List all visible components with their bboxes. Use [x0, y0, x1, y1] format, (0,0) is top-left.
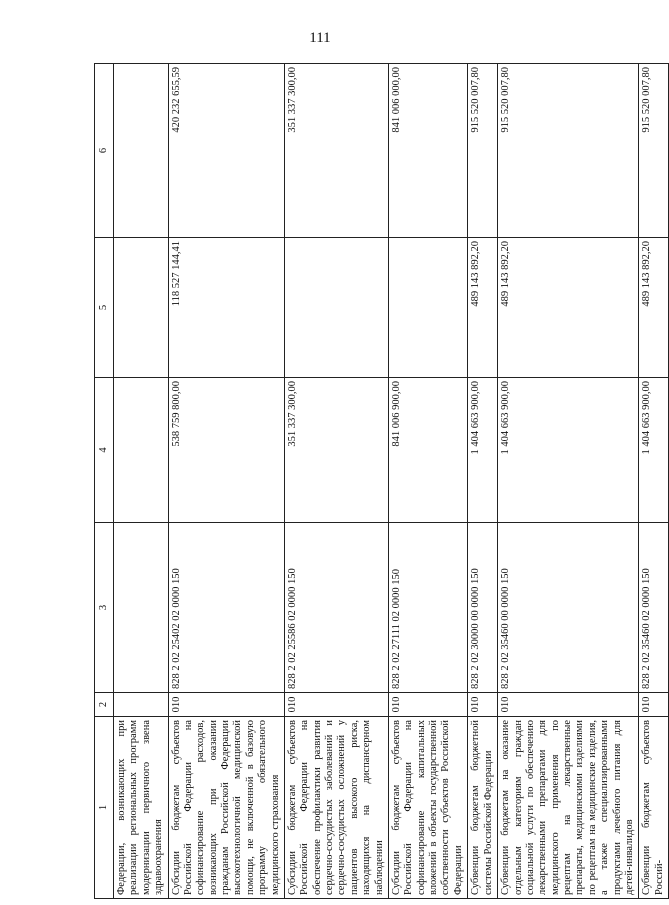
header-cell: 2: [95, 693, 114, 717]
row-executed: [114, 238, 169, 378]
row-remaining: 915 520 007,80: [468, 64, 498, 238]
row-executed: 489 143 892,20: [639, 238, 669, 378]
row-code: 010: [468, 693, 498, 717]
row-kbk: 828 2 02 25586 02 0000 150: [284, 523, 388, 693]
header-cell: 6: [95, 64, 114, 238]
row-kbk: 828 2 02 35460 02 0000 150: [639, 523, 669, 693]
row-description: Субвенции бюджетам субъектов Россий-: [639, 717, 669, 899]
table-row: [114, 64, 169, 899]
row-description: Субсидии бюджетам субъектов Российской Федерации на обеспечение профилактики развития сердечно-сосудистых заболеваний и сердечно-сосудистых осложнений у пациентов высокого риска, находящихся на диспансерном наблюдении: [284, 717, 388, 899]
row-remaining: 351 337 300,00: [284, 64, 388, 238]
row-code: 010: [498, 693, 639, 717]
row-executed: 489 143 892,20: [498, 238, 639, 378]
row-description: Субвенции бюджетам бюджетной системы Российской Федерации: [468, 717, 498, 899]
row-kbk: 828 2 02 30000 00 0000 150: [468, 523, 498, 693]
row-executed: [284, 238, 388, 378]
row-code: 010: [388, 693, 467, 717]
row-kbk: 828 2 02 27111 02 0000 150: [388, 523, 467, 693]
rotated-table-container: [94, 64, 665, 899]
row-code: [114, 693, 169, 717]
budget-table: [94, 63, 669, 899]
row-kbk: [114, 523, 169, 693]
row-kbk: 828 2 02 25402 02 0000 150: [168, 523, 284, 693]
row-remaining: 841 006 000,00: [388, 64, 467, 238]
row-executed: 489 143 892,20: [468, 238, 498, 378]
table-row: [284, 64, 388, 899]
header-cell: 4: [95, 378, 114, 523]
row-remaining: [114, 64, 169, 238]
row-code: 010: [284, 693, 388, 717]
table-row: [498, 64, 639, 899]
row-description: Субсидии бюджетам субъектов Российской Федерации на софинансирование капитальных вложений в объекты государственной собственности субъектов Российской Федерации: [388, 717, 467, 899]
row-plan: 1 404 663 900,00: [468, 378, 498, 523]
header-cell: 3: [95, 523, 114, 693]
table-row: [639, 64, 669, 899]
row-description: Федерации, возникающих при реализации региональных программ модернизации первичного звена здравоохранения: [114, 717, 169, 899]
row-executed: 118 527 144,41: [168, 238, 284, 378]
row-plan: 1 404 663 900,00: [498, 378, 639, 523]
row-plan: 841 006 900,00: [388, 378, 467, 523]
page-number: 111: [309, 30, 331, 46]
row-plan: 1 404 663 900,00: [639, 378, 669, 523]
header-cell: 1: [95, 717, 114, 899]
row-remaining: 420 232 655,59: [168, 64, 284, 238]
row-code: 010: [639, 693, 669, 717]
row-description: Субвенции бюджетам на оказание отдельным категориям граждан социальной услуги по обеспечению лекарственными препаратами для медицинского применения по рецептам на лекарственные препараты, медицинскими изделиями по рецептам на медицинские изделия, а также специализированными продуктами лечебного питания для детей-инвалидов: [498, 717, 639, 899]
row-executed: [388, 238, 467, 378]
table-row: [468, 64, 498, 899]
row-kbk: 828 2 02 35460 00 0000 150: [498, 523, 639, 693]
table-row: [388, 64, 467, 899]
row-remaining: 915 520 007,80: [639, 64, 669, 238]
row-code: 010: [168, 693, 284, 717]
header-cell: 5: [95, 238, 114, 378]
row-plan: 351 337 300,00: [284, 378, 388, 523]
row-plan: 538 759 800,00: [168, 378, 284, 523]
row-description: Субсидии бюджетам субъектов Российской Федерации на софинансирование расходов, возникающих при оказании гражданам Российской Федерации высокотехнологичной медицинской помощи, не включенной в базовую программу обязательного медицинского страхования: [168, 717, 284, 899]
header-row: [95, 64, 114, 899]
table-row: [168, 64, 284, 899]
row-remaining: 915 520 007,80: [498, 64, 639, 238]
row-plan: [114, 378, 169, 523]
